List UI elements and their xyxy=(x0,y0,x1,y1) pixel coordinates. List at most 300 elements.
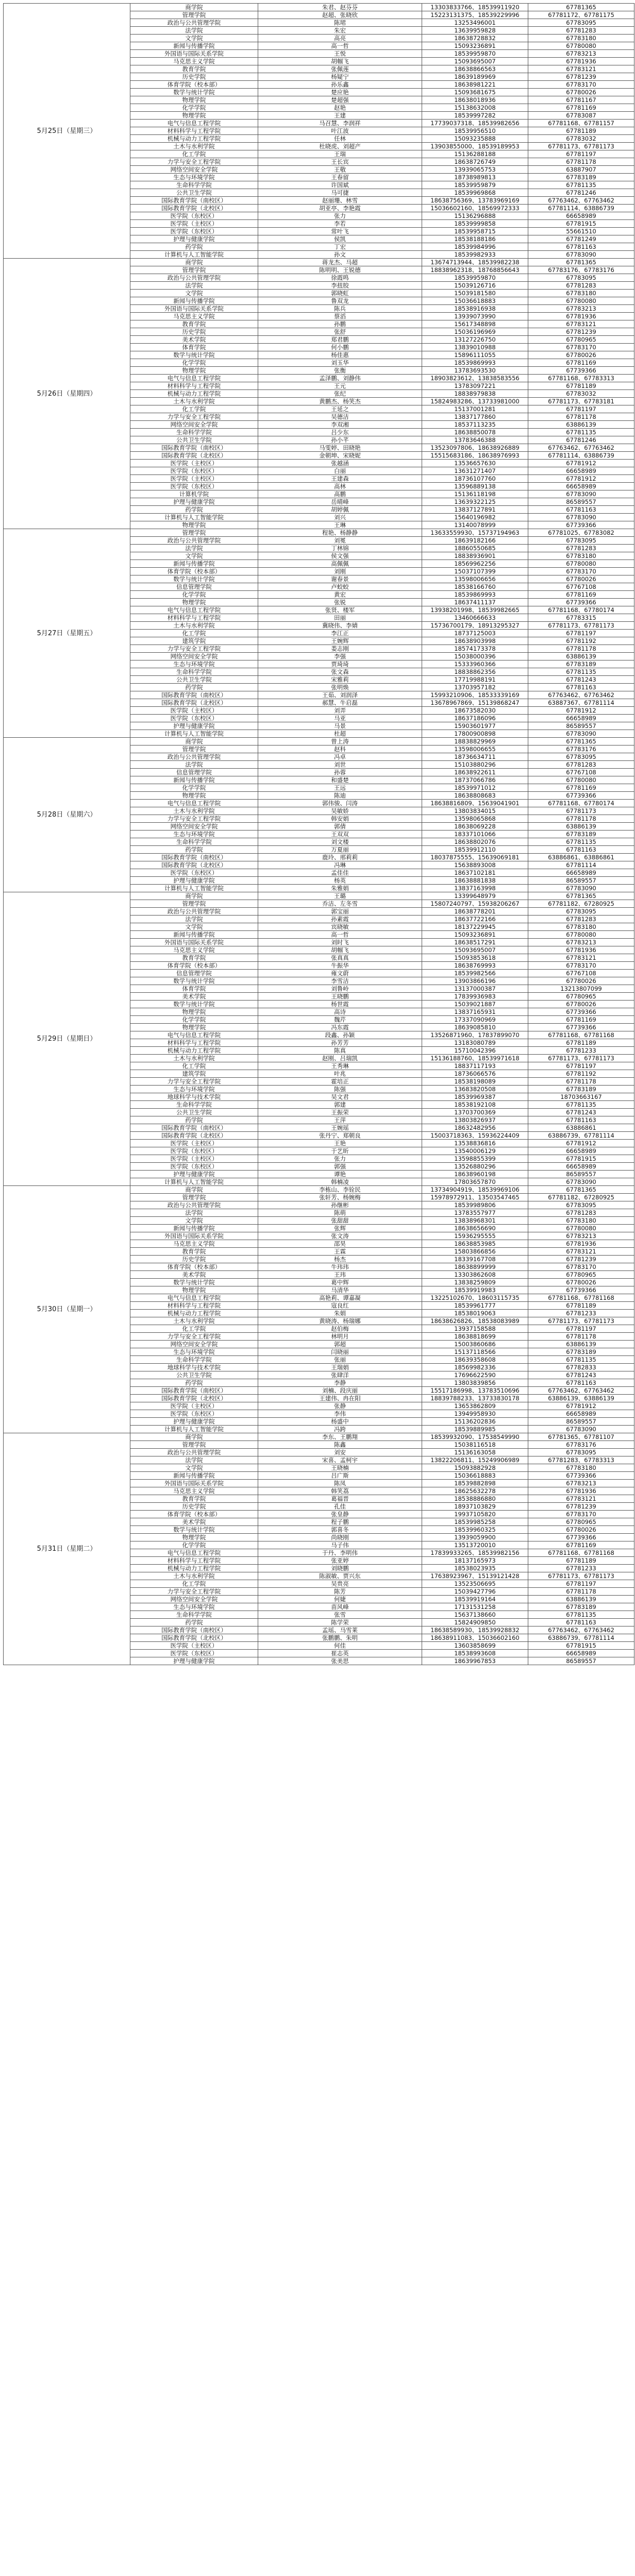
phone-cell: 13837127891 xyxy=(422,506,528,514)
date-cell: 5月29日（星期日） xyxy=(4,892,130,1186)
college-cell: 医学院（东校区） xyxy=(130,869,258,877)
duty-person-cell: 王萍 xyxy=(258,1116,422,1124)
college-cell: 网络空间安全学院 xyxy=(130,1596,258,1603)
college-cell: 体育学院（校本部） xyxy=(130,1511,258,1518)
phone-cell: 13303833766、18539911920 xyxy=(422,4,528,11)
phone-cell: 18737125003 xyxy=(422,630,528,637)
office-phone-cell: 67783213 xyxy=(528,1480,634,1487)
duty-person-cell: 陈珺 xyxy=(258,19,422,27)
duty-person-cell: 马亚 xyxy=(258,715,422,722)
college-cell: 新闻与传播学院 xyxy=(130,1472,258,1480)
phone-cell: 18736107760 xyxy=(422,475,528,483)
duty-person-cell: 许国斌 xyxy=(258,181,422,189)
phone-cell: 13822206811、15249906989 xyxy=(422,1456,528,1464)
phone-cell: 13839010988 xyxy=(422,344,528,351)
college-cell: 国际教育学院（南校区） xyxy=(130,1626,258,1634)
office-phone-cell: 67781365 xyxy=(528,4,634,11)
college-cell: 马克思主义学院 xyxy=(130,58,258,65)
office-phone-cell: 67763462、67763462 xyxy=(528,691,634,699)
duty-person-cell: 于丹、李明伟 xyxy=(258,1549,422,1557)
college-cell: 土木与水利学院 xyxy=(130,398,258,405)
college-cell: 美术学院 xyxy=(130,1518,258,1526)
college-cell: 护理与健康学院 xyxy=(130,498,258,506)
office-phone-cell: 67781135 xyxy=(528,838,634,846)
duty-person-cell: 王茹、刘润泽 xyxy=(258,691,422,699)
office-phone-cell: 67781246 xyxy=(528,436,634,444)
duty-person-cell: 刘世 xyxy=(258,761,422,769)
office-phone-cell: 67783121 xyxy=(528,1248,634,1256)
office-phone-cell: 67783189 xyxy=(528,1603,634,1611)
college-cell: 医学院（东校区） xyxy=(130,1650,258,1657)
date-cell: 5月26日（星期四） xyxy=(4,259,130,529)
duty-person-cell: 陈萌 xyxy=(258,1209,422,1217)
college-cell: 管理学院 xyxy=(130,529,258,537)
phone-cell: 15003860686 xyxy=(422,1341,528,1348)
college-cell: 医学院（东校区） xyxy=(130,715,258,722)
phone-cell: 18539882898 xyxy=(422,1480,528,1487)
duty-person-cell: 张佩莲 xyxy=(258,65,422,73)
date-cell: 5月25日（星期三） xyxy=(4,4,130,259)
duty-person-cell: 冯卓 xyxy=(258,753,422,761)
phone-cell: 18639085810 xyxy=(422,1024,528,1031)
phone-cell: 13783557977 xyxy=(422,1209,528,1217)
phone-cell: 13653862809 xyxy=(422,1402,528,1410)
phone-cell: 18639189969 xyxy=(422,73,528,81)
office-phone-cell: 67781243 xyxy=(528,1371,634,1379)
phone-cell: 15039427796 xyxy=(422,1588,528,1596)
phone-cell: 18637722166 xyxy=(422,916,528,923)
phone-cell: 17739037318、18539982656 xyxy=(422,120,528,127)
duty-person-cell: 张雪 xyxy=(258,1611,422,1619)
college-cell: 国际教育学院（南校区） xyxy=(130,691,258,699)
duty-person-cell: 李静 xyxy=(258,1379,422,1387)
college-cell: 生命科学学院 xyxy=(130,1356,258,1364)
office-phone-cell: 67781163 xyxy=(528,243,634,251)
college-cell: 网络空间安全学院 xyxy=(130,421,258,429)
college-cell: 网络空间安全学院 xyxy=(130,823,258,831)
phone-cell: 15036618883 xyxy=(422,1472,528,1480)
office-phone-cell: 67781178 xyxy=(528,1588,634,1596)
duty-person-cell: 王建森 xyxy=(258,475,422,483)
office-phone-cell: 67783095 xyxy=(528,19,634,27)
phone-cell: 18539982933 xyxy=(422,251,528,259)
college-cell: 数学与统计学院 xyxy=(130,977,258,985)
phone-cell: 15824983286、13733981000 xyxy=(422,398,528,405)
duty-roster-table xyxy=(3,3,634,1665)
duty-person-cell: 刘文楼 xyxy=(258,838,422,846)
college-cell: 政治与公共管理学院 xyxy=(130,274,258,282)
office-phone-cell: 18703663167 xyxy=(528,1093,634,1101)
college-cell: 计算机与人工智能学院 xyxy=(130,514,258,521)
office-phone-cell: 67781173、67781173 xyxy=(528,1055,634,1062)
college-cell: 护理与健康学院 xyxy=(130,877,258,885)
college-cell: 医学院（东校区） xyxy=(130,228,258,235)
duty-person-cell: 胡婷佩 xyxy=(258,506,422,514)
duty-person-cell: 赵科 xyxy=(258,745,422,753)
duty-person-cell: 刘鲁岭 xyxy=(258,985,422,993)
phone-cell: 13803834015 xyxy=(422,807,528,815)
duty-person-cell: 赵超、张晓欣 xyxy=(258,11,422,19)
college-cell: 新闻与传播学院 xyxy=(130,297,258,305)
office-phone-cell: 67781163 xyxy=(528,684,634,691)
college-cell: 生命科学学院 xyxy=(130,1611,258,1619)
college-cell: 药学院 xyxy=(130,846,258,854)
duty-person-cell: 张真真 xyxy=(258,954,422,962)
phone-cell: 18638756369、13783969169 xyxy=(422,197,528,205)
duty-person-cell: 侯文强 xyxy=(258,552,422,560)
college-cell: 化学学院 xyxy=(130,1016,258,1024)
duty-person-cell: 杜超 xyxy=(258,730,422,738)
duty-person-cell: 冯琳 xyxy=(258,861,422,869)
college-cell: 信息管理学院 xyxy=(130,769,258,776)
college-cell: 公共卫生学院 xyxy=(130,676,258,684)
office-phone-cell: 67780026 xyxy=(528,1279,634,1286)
college-cell: 计算机与人工智能学院 xyxy=(130,885,258,892)
office-phone-cell: 67780080 xyxy=(528,560,634,568)
office-phone-cell: 63886139 xyxy=(528,421,634,429)
phone-cell: 13837165931 xyxy=(422,1008,528,1016)
office-phone-cell: 63886139 xyxy=(528,1341,634,1348)
phone-cell: 18638818699 xyxy=(422,1333,528,1341)
phone-cell: 15137001281 xyxy=(422,405,528,413)
college-cell: 政治与公共管理学院 xyxy=(130,753,258,761)
office-phone-cell: 67781168、67783313 xyxy=(528,375,634,382)
office-phone-cell: 67781178 xyxy=(528,413,634,421)
office-phone-cell: 67781246 xyxy=(528,189,634,197)
office-phone-cell: 67781135 xyxy=(528,1611,634,1619)
office-phone-cell: 67781169 xyxy=(528,104,634,112)
duty-person-cell: 陈真 xyxy=(258,1047,422,1055)
office-phone-cell: 63886139、63886139 xyxy=(528,1395,634,1402)
phone-cell: 13674713944、18539982238 xyxy=(422,259,528,266)
phone-cell: 18539985258 xyxy=(422,1518,528,1526)
phone-cell: 18539997282 xyxy=(422,112,528,120)
phone-cell: 15807240797、15938206267 xyxy=(422,900,528,908)
phone-cell: 18538198089 xyxy=(422,1078,528,1086)
phone-cell: 18569962256 xyxy=(422,560,528,568)
phone-cell: 13513720010 xyxy=(422,1541,528,1549)
office-phone-cell: 67783095 xyxy=(528,753,634,761)
college-cell: 物理学院 xyxy=(130,1534,258,1541)
office-phone-cell: 67781135 xyxy=(528,181,634,189)
college-cell: 电气与信息工程学院 xyxy=(130,1549,258,1557)
duty-person-cell: 孟佳佳 xyxy=(258,869,422,877)
college-cell: 护理与健康学院 xyxy=(130,722,258,730)
phone-cell: 15093695007 xyxy=(422,58,528,65)
office-phone-cell: 67781178 xyxy=(528,645,634,653)
office-phone-cell: 67783121 xyxy=(528,65,634,73)
duty-person-cell: 万夏丽 xyxy=(258,846,422,854)
duty-person-cell: 张亚婷 xyxy=(258,1557,422,1565)
duty-person-cell: 孙素霞 xyxy=(258,916,422,923)
phone-cell: 13639959828 xyxy=(422,27,528,35)
phone-cell: 15936295555 xyxy=(422,1232,528,1240)
office-phone-cell: 67783213 xyxy=(528,939,634,946)
office-phone-cell: 67781936 xyxy=(528,946,634,954)
phone-cell: 15037107399 xyxy=(422,568,528,575)
office-phone-cell: 67783213 xyxy=(528,305,634,313)
college-cell: 数学与统计学院 xyxy=(130,1526,258,1534)
college-cell: 电气与信息工程学院 xyxy=(130,1031,258,1039)
duty-person-cell: 杜晓虎、刘超产 xyxy=(258,143,422,150)
duty-person-cell: 金朝坤、宋晓妮 xyxy=(258,452,422,460)
office-phone-cell: 67767108 xyxy=(528,769,634,776)
office-phone-cell: 67739366 xyxy=(528,792,634,800)
college-cell: 文学院 xyxy=(130,1464,258,1472)
duty-person-cell: 黄鹏杰、杨笑杰 xyxy=(258,398,422,405)
phone-cell: 15039126716 xyxy=(422,282,528,290)
college-cell: 医学院（东校区） xyxy=(130,467,258,475)
college-cell: 土木与水利学院 xyxy=(130,622,258,630)
college-cell: 电气与信息工程学院 xyxy=(130,375,258,382)
college-cell: 国际教育学院（南校区） xyxy=(130,1387,258,1395)
phone-cell: 13734904919、18539969106 xyxy=(422,1186,528,1194)
duty-person-cell: 王远 xyxy=(258,784,422,792)
office-phone-cell: 67781168、67781168 xyxy=(528,1294,634,1302)
duty-person-cell: 吴贵亮 xyxy=(258,1580,422,1588)
duty-person-cell: 孙小芊 xyxy=(258,436,422,444)
college-cell: 国际教育学院（北校区） xyxy=(130,1634,258,1642)
office-phone-cell: 67781173、67783181 xyxy=(528,398,634,405)
college-cell: 医学院（主校区） xyxy=(130,1642,258,1650)
duty-person-cell: 陈兵 xyxy=(258,305,422,313)
college-cell: 政治与公共管理学院 xyxy=(130,537,258,545)
college-cell: 管理学院 xyxy=(130,900,258,908)
office-phone-cell: 67783090 xyxy=(528,514,634,521)
phone-cell: 13703957182 xyxy=(422,684,528,691)
office-phone-cell: 67783176、67783176 xyxy=(528,266,634,274)
duty-person-cell: 王璐 xyxy=(258,892,422,900)
college-cell: 体育学院（校本部） xyxy=(130,1263,258,1271)
college-cell: 法学院 xyxy=(130,1456,258,1464)
college-cell: 物理学院 xyxy=(130,367,258,375)
office-phone-cell: 67783189 xyxy=(528,831,634,838)
duty-person-cell: 朱君、赵芬芬 xyxy=(258,4,422,11)
college-cell: 化工学院 xyxy=(130,405,258,413)
college-cell: 国际教育学院（南校区） xyxy=(130,197,258,205)
duty-roster-body xyxy=(4,4,634,1665)
college-cell: 文学院 xyxy=(130,552,258,560)
office-phone-cell: 67783180 xyxy=(528,290,634,297)
duty-person-cell: 郭喜冬 xyxy=(258,1526,422,1534)
phone-cell: 18539971012 xyxy=(422,784,528,792)
duty-person-cell: 高艳莉、谭嘉凝 xyxy=(258,1294,422,1302)
phone-cell: 18638626826、18538083989 xyxy=(422,1317,528,1325)
office-phone-cell: 66658989 xyxy=(528,467,634,475)
college-cell: 药学院 xyxy=(130,1379,258,1387)
college-cell: 材料科学与工程学院 xyxy=(130,1302,258,1310)
duty-person-cell: 王晓楠 xyxy=(258,1464,422,1472)
office-phone-cell: 67781197 xyxy=(528,1325,634,1333)
table-row xyxy=(4,1433,634,1441)
office-phone-cell: 67781169 xyxy=(528,591,634,599)
phone-cell: 18838962318、18768856643 xyxy=(422,266,528,274)
college-cell: 国际教育学院（北校区） xyxy=(130,1395,258,1402)
college-cell: 外国语与国际关系学院 xyxy=(130,1480,258,1487)
duty-person-cell: 王延之 xyxy=(258,405,422,413)
office-phone-cell: 67781168、67781168 xyxy=(528,1031,634,1039)
office-phone-cell: 67781915 xyxy=(528,1155,634,1163)
phone-cell: 18638517291 xyxy=(422,939,528,946)
college-cell: 网络空间安全学院 xyxy=(130,653,258,660)
college-cell: 生命科学学院 xyxy=(130,429,258,436)
phone-cell: 18838862356 xyxy=(422,668,528,676)
office-phone-cell: 67783095 xyxy=(528,274,634,282)
office-phone-cell: 66658989 xyxy=(528,715,634,722)
duty-person-cell: 任林 xyxy=(258,135,422,143)
college-cell: 公共卫生学院 xyxy=(130,436,258,444)
college-cell: 管理学院 xyxy=(130,266,258,274)
phone-cell: 18638853985 xyxy=(422,1240,528,1248)
office-phone-cell: 67739366 xyxy=(528,1534,634,1541)
office-phone-cell: 67780965 xyxy=(528,993,634,1001)
phone-cell: 18639358608 xyxy=(422,1356,528,1364)
office-phone-cell: 67783189 xyxy=(528,1086,634,1093)
phone-cell: 13536657630 xyxy=(422,460,528,467)
duty-person-cell: 张越涵 xyxy=(258,460,422,467)
office-phone-cell: 67781173 xyxy=(528,807,634,815)
college-cell: 法学院 xyxy=(130,545,258,552)
phone-cell: 18637102181 xyxy=(422,869,528,877)
office-phone-cell: 66658989 xyxy=(528,1163,634,1171)
college-cell: 美术学院 xyxy=(130,1271,258,1279)
office-phone-cell: 67781936 xyxy=(528,1240,634,1248)
phone-cell: 17696622590 xyxy=(422,1371,528,1379)
office-phone-cell: 67783176 xyxy=(528,745,634,753)
phone-cell: 13523097806、18638926889 xyxy=(422,444,528,452)
duty-person-cell: 郭宝丽 xyxy=(258,908,422,916)
duty-person-cell: 王振荣 xyxy=(258,1109,422,1116)
office-phone-cell: 67781178 xyxy=(528,1333,634,1341)
college-cell: 化学学院 xyxy=(130,784,258,792)
phone-cell: 15093235888 xyxy=(422,135,528,143)
duty-person-cell: 王元 xyxy=(258,382,422,390)
college-cell: 新闻与传播学院 xyxy=(130,776,258,784)
college-cell: 机械与动力工程学院 xyxy=(130,1047,258,1055)
phone-cell: 13399648979 xyxy=(422,892,528,900)
college-cell: 物理学院 xyxy=(130,599,258,606)
college-cell: 机械与动力工程学院 xyxy=(130,390,258,398)
office-phone-cell: 67780080 xyxy=(528,297,634,305)
phone-cell: 18539889985 xyxy=(422,1426,528,1433)
phone-cell: 18574173378 xyxy=(422,645,528,653)
duty-person-cell: 谢春景 xyxy=(258,575,422,583)
college-cell: 医学院（主校区） xyxy=(130,1155,258,1163)
office-phone-cell: 86589557 xyxy=(528,498,634,506)
college-cell: 政治与公共管理学院 xyxy=(130,1201,258,1209)
duty-person-cell: 李扭胶 xyxy=(258,282,422,290)
phone-cell: 15038000396 xyxy=(422,653,528,660)
office-phone-cell: 67783170 xyxy=(528,344,634,351)
office-phone-cell: 67781182、67280925 xyxy=(528,900,634,908)
office-phone-cell: 63886861、63886861 xyxy=(528,854,634,861)
college-cell: 药学院 xyxy=(130,243,258,251)
office-phone-cell: 86589557 xyxy=(528,1171,634,1178)
office-phone-cell: 67781283 xyxy=(528,916,634,923)
phone-cell: 15515683186、18638976993 xyxy=(422,452,528,460)
office-phone-cell: 67781169 xyxy=(528,1541,634,1549)
college-cell: 化工学院 xyxy=(130,1325,258,1333)
office-phone-cell: 86589557 xyxy=(528,722,634,730)
duty-person-cell: 王春留 xyxy=(258,174,422,181)
office-phone-cell: 67739366 xyxy=(528,521,634,529)
college-cell: 生态与环境学院 xyxy=(130,174,258,181)
college-cell: 生命科学学院 xyxy=(130,1101,258,1109)
duty-person-cell: 孟瑶、马雪莱 xyxy=(258,1626,422,1634)
duty-person-cell: 曾上涛 xyxy=(258,738,422,745)
duty-person-cell: 王瑞 xyxy=(258,150,422,158)
duty-person-cell: 谭艳 xyxy=(258,1171,422,1178)
phone-cell: 17839933265、18539982156 xyxy=(422,1549,528,1557)
duty-person-cell: 张肆洋 xyxy=(258,1371,422,1379)
duty-person-cell: 丁林锦 xyxy=(258,545,422,552)
table-row xyxy=(4,529,634,537)
duty-person-cell: 张丽 xyxy=(258,1356,422,1364)
office-phone-cell: 67781243 xyxy=(528,1109,634,1116)
college-cell: 生态与环境学院 xyxy=(130,831,258,838)
phone-cell: 18538166760 xyxy=(422,583,528,591)
phone-cell: 15093853618 xyxy=(422,954,528,962)
office-phone-cell: 67781189 xyxy=(528,1302,634,1310)
duty-person-cell: 杨世霞 xyxy=(258,1001,422,1008)
college-cell: 新闻与传播学院 xyxy=(130,560,258,568)
office-phone-cell: 67781936 xyxy=(528,1487,634,1495)
duty-person-cell: 陈鑫 xyxy=(258,1441,422,1449)
office-phone-cell: 67763462、67763462 xyxy=(528,444,634,452)
office-phone-cell: 67780026 xyxy=(528,351,634,359)
phone-cell: 18539969387 xyxy=(422,1093,528,1101)
office-phone-cell: 67783170 xyxy=(528,81,634,89)
phone-cell: 18638960198 xyxy=(422,1171,528,1178)
duty-person-cell: 郭伟骏、闫涛 xyxy=(258,800,422,807)
duty-person-cell: 何佳 xyxy=(258,1642,422,1650)
college-cell: 计算机学院 xyxy=(130,490,258,498)
phone-cell: 13783693530 xyxy=(422,367,528,375)
phone-cell: 18638981221 xyxy=(422,81,528,89)
office-phone-cell: 67781233 xyxy=(528,1565,634,1572)
duty-person-cell: 张锐 xyxy=(258,599,422,606)
phone-cell: 18625632278 xyxy=(422,1487,528,1495)
college-cell: 化学学院 xyxy=(130,1541,258,1549)
college-cell: 法学院 xyxy=(130,761,258,769)
college-cell: 力学与安全工程学院 xyxy=(130,158,258,166)
phone-cell: 15093882928 xyxy=(422,1464,528,1472)
office-phone-cell: 67783121 xyxy=(528,1495,634,1503)
office-phone-cell: 67783315 xyxy=(528,614,634,622)
office-phone-cell: 67781915 xyxy=(528,1642,634,1650)
phone-cell: 18539869993 xyxy=(422,359,528,367)
duty-person-cell: 杨佳惠 xyxy=(258,351,422,359)
office-phone-cell: 67781173、67781173 xyxy=(528,1572,634,1580)
college-cell: 数学与统计学院 xyxy=(130,351,258,359)
phone-cell: 18539982566 xyxy=(422,970,528,977)
college-cell: 医学院（主校区） xyxy=(130,1402,258,1410)
phone-cell: 18638778201 xyxy=(422,908,528,916)
college-cell: 土木与水利学院 xyxy=(130,1317,258,1325)
college-cell: 生命科学学院 xyxy=(130,838,258,846)
duty-person-cell: 赵刚、吕瑞凯 xyxy=(258,1055,422,1062)
office-phone-cell: 67783170 xyxy=(528,568,634,575)
phone-cell: 17337090969 xyxy=(422,1016,528,1024)
phone-cell: 18539919983 xyxy=(422,1286,528,1294)
college-cell: 新闻与传播学院 xyxy=(130,42,258,50)
phone-cell: 13631271407 xyxy=(422,467,528,475)
duty-person-cell: 葛中辉 xyxy=(258,1279,422,1286)
college-cell: 国际教育学院（南校区） xyxy=(130,444,258,452)
phone-cell: 13837163998 xyxy=(422,885,528,892)
office-phone-cell: 86589557 xyxy=(528,877,634,885)
college-cell: 国际教育学院（南校区） xyxy=(130,1124,258,1132)
